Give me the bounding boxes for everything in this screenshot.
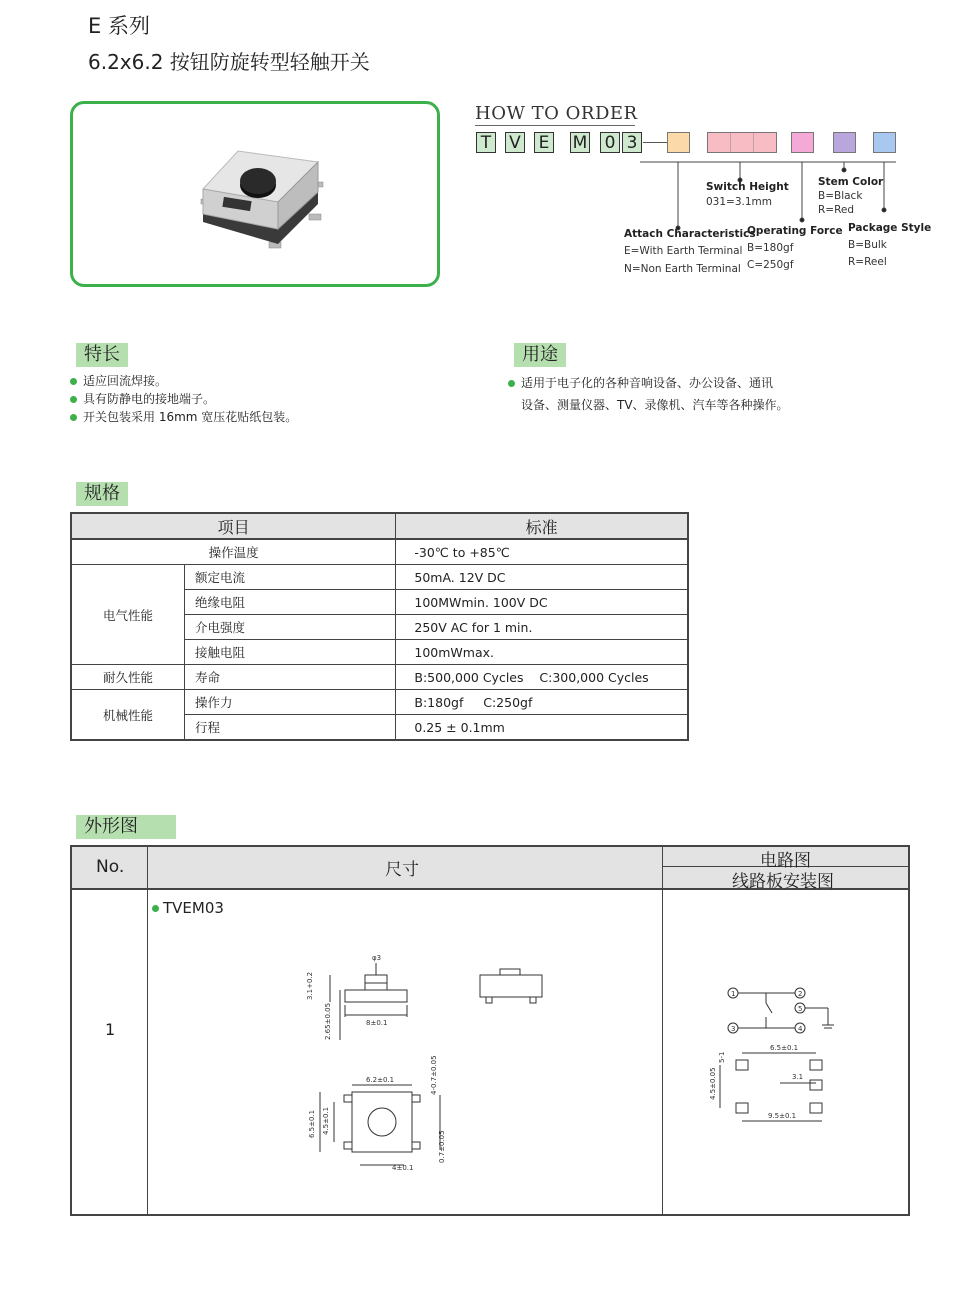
bullet-icon [152, 905, 159, 912]
stem-color-value: R=Red [818, 204, 855, 216]
feature-item: 具有防静电的接地端子。 [70, 390, 215, 407]
spec-table [70, 512, 689, 741]
usage-heading: 用途 [514, 343, 566, 367]
svg-text:4±0.1: 4±0.1 [392, 1164, 414, 1172]
svg-text:2.65±0.05: 2.65±0.05 [324, 1002, 332, 1040]
package-title: Package Style [848, 222, 932, 234]
svg-text:3: 3 [731, 1025, 736, 1033]
spec-heading: 规格 [76, 482, 128, 506]
circuit-diagram [700, 975, 850, 1135]
divider [662, 845, 663, 1216]
table-row: 介电强度 250V AC for 1 min. [71, 615, 688, 640]
code-char: E [534, 132, 554, 153]
svg-text:4: 4 [798, 1025, 803, 1033]
col-dimension: 尺寸 [385, 860, 419, 880]
bullet-icon [508, 380, 515, 387]
force-value: C=250gf [747, 259, 794, 271]
svg-text:5-1: 5-1 [718, 1051, 726, 1063]
attach-value: N=Non Earth Terminal [624, 263, 741, 275]
table-row: 电气性能 额定电流 50mA. 12V DC [71, 565, 688, 590]
table-row: 绝缘电阻 100MWmin. 100V DC [71, 590, 688, 615]
svg-text:1: 1 [731, 990, 736, 998]
force-value: B=180gf [747, 242, 794, 254]
table-row: 行程 0.25 ± 0.1mm [71, 715, 688, 741]
features-heading: 特长 [76, 343, 128, 367]
code-char: M [570, 132, 590, 153]
product-title: 6.2x6.2 按钮防旋转型轻触开关 [88, 50, 370, 74]
feature-item: 开关包装采用 16mm 宽压花贴纸包装。 [70, 408, 297, 425]
dimension-drawing [300, 945, 560, 1175]
col-standard: 标准 [396, 513, 688, 539]
tact-switch-image [73, 104, 437, 284]
usage-line: 设备、测量仪器、TV、录像机、汽车等各种操作。 [521, 398, 789, 412]
svg-text:0.7±0.05: 0.7±0.05 [438, 1130, 446, 1163]
row-number: 1 [105, 1020, 116, 1039]
attach-title: Attach Characteristics [624, 228, 756, 240]
code-char: 0 [600, 132, 620, 153]
how-to-order-title: HOW TO ORDER [475, 103, 638, 124]
outline-heading: 外形图 [76, 815, 176, 839]
table-row: 耐久性能 寿命 B:500,000 Cycles C:300,000 Cycles [71, 665, 688, 690]
model-label: TVEM03 [152, 899, 224, 917]
col-circuit: 电路图 [760, 851, 811, 871]
svg-text:4.5±0.05: 4.5±0.05 [709, 1067, 717, 1100]
bullet-icon [70, 378, 77, 385]
package-value: R=Reel [848, 256, 887, 268]
code-char: 3 [622, 132, 642, 153]
switch-height-title: Switch Height [706, 181, 789, 193]
divider [147, 845, 148, 1216]
svg-text:5: 5 [798, 1005, 803, 1013]
bullet-icon [70, 414, 77, 421]
usage-line: 适用于电子化的各种音响设备、办公设备、通讯 [508, 374, 773, 391]
feature-item: 适应回流焊接。 [70, 372, 167, 389]
svg-text:6.5±0.1: 6.5±0.1 [308, 1109, 316, 1138]
product-photo-frame [70, 101, 440, 287]
table-row: 机械性能 操作力 B:180gf C:250gf [71, 690, 688, 715]
series-title: E 系列 [88, 14, 150, 38]
table-row: 接触电阻 100mWmax. [71, 640, 688, 665]
col-item: 项目 [71, 513, 396, 539]
table-row: 操作温度 -30℃ to +85℃ [71, 539, 688, 565]
col-no: No. [96, 857, 125, 877]
attach-value: E=With Earth Terminal [624, 245, 743, 257]
stem-color-title: Stem Color [818, 176, 884, 188]
code-char: T [476, 132, 496, 153]
side-body [345, 990, 407, 1002]
svg-text:8±0.1: 8±0.1 [366, 1019, 388, 1027]
force-title: Operating Force [747, 225, 843, 237]
svg-text:3.1+0.2: 3.1+0.2 [306, 971, 314, 1000]
svg-text:6.2±0.1: 6.2±0.1 [366, 1076, 395, 1084]
svg-text:4-0.7±0.05: 4-0.7±0.05 [430, 1055, 438, 1095]
svg-text:3.1: 3.1 [792, 1073, 804, 1081]
package-value: B=Bulk [848, 239, 887, 251]
svg-text:4.5±0.1: 4.5±0.1 [322, 1106, 330, 1135]
svg-text:2: 2 [798, 990, 803, 998]
title-underline [475, 125, 635, 126]
svg-text:9.5±0.1: 9.5±0.1 [768, 1112, 797, 1120]
svg-text:φ3: φ3 [372, 954, 382, 962]
code-char: V [505, 132, 525, 153]
bullet-icon [70, 396, 77, 403]
col-pcb: 线路板安装图 [732, 872, 834, 892]
stem-color-value: B=Black [818, 190, 863, 202]
svg-text:6.5±0.1: 6.5±0.1 [770, 1044, 799, 1052]
switch-height-value: 031=3.1mm [706, 196, 772, 208]
